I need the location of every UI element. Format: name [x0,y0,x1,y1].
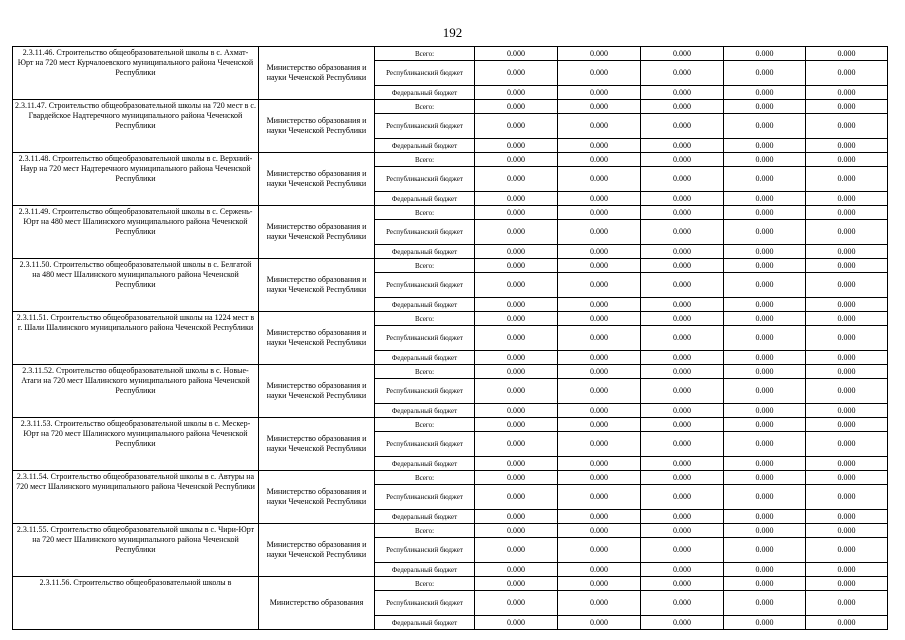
funding-source-label: Республиканский бюджет [375,538,475,563]
amount-cell: 0.000 [724,365,806,379]
amount-cell: 0.000 [724,485,806,510]
amount-cell: 0.000 [475,139,558,153]
project-description: 2.3.11.47. Строительство общеобразовательной школы на 720 мест в с. Гвардейское Надтеречного муниципального района Чеченской Республики [13,100,259,153]
project-description: 2.3.11.46. Строительство общеобразовательной школы в с. Ахмат-Юрт на 720 мест Курчалоевского муниципального района Чеченской Республики [13,47,259,100]
funding-source-label: Федеральный бюджет [375,245,475,259]
table-row [13,365,888,379]
amount-cell: 0.000 [475,538,558,563]
amount-cell: 0.000 [724,591,806,616]
amount-cell: 0.000 [806,591,888,616]
amount-cell: 0.000 [806,538,888,563]
amount-cell: 0.000 [475,326,558,351]
amount-cell: 0.000 [558,577,641,591]
amount-cell: 0.000 [641,206,724,220]
amount-cell: 0.000 [641,457,724,471]
amount-cell: 0.000 [806,326,888,351]
amount-cell: 0.000 [806,510,888,524]
amount-cell: 0.000 [724,312,806,326]
amount-cell: 0.000 [806,167,888,192]
amount-cell: 0.000 [558,312,641,326]
project-description: 2.3.11.53. Строительство общеобразовательной школы в с. Мескер-Юрт на 720 мест Шалинского муниципального района Чеченской Республики [13,418,259,471]
amount-cell: 0.000 [475,404,558,418]
amount-cell: 0.000 [641,577,724,591]
funding-source-label: Всего: [375,418,475,432]
amount-cell: 0.000 [724,273,806,298]
amount-cell: 0.000 [806,100,888,114]
amount-cell: 0.000 [724,471,806,485]
amount-cell: 0.000 [806,259,888,273]
amount-cell: 0.000 [806,47,888,61]
amount-cell: 0.000 [724,418,806,432]
amount-cell: 0.000 [724,167,806,192]
amount-cell: 0.000 [475,432,558,457]
amount-cell: 0.000 [558,563,641,577]
amount-cell: 0.000 [724,616,806,630]
amount-cell: 0.000 [641,485,724,510]
amount-cell: 0.000 [475,153,558,167]
amount-cell: 0.000 [558,457,641,471]
amount-cell: 0.000 [806,153,888,167]
amount-cell: 0.000 [724,61,806,86]
amount-cell: 0.000 [558,114,641,139]
amount-cell: 0.000 [475,524,558,538]
amount-cell: 0.000 [724,577,806,591]
table-row [13,312,888,326]
project-description: 2.3.11.51. Строительство общеобразовательной школы на 1224 мест в г. Шали Шалинского муниципального района Чеченской Республики [13,312,259,365]
table-row [13,47,888,61]
funding-source-label: Всего: [375,47,475,61]
amount-cell: 0.000 [475,220,558,245]
amount-cell: 0.000 [475,485,558,510]
amount-cell: 0.000 [724,538,806,563]
funding-source-label: Республиканский бюджет [375,379,475,404]
table-row [13,418,888,432]
amount-cell: 0.000 [641,192,724,206]
funding-source-label: Республиканский бюджет [375,61,475,86]
amount-cell: 0.000 [724,114,806,139]
amount-cell: 0.000 [724,86,806,100]
responsible-organization: Министерство образования и науки Чеченской Республики [259,153,375,206]
amount-cell: 0.000 [641,167,724,192]
amount-cell: 0.000 [641,312,724,326]
funding-source-label: Федеральный бюджет [375,192,475,206]
amount-cell: 0.000 [724,245,806,259]
amount-cell: 0.000 [558,167,641,192]
amount-cell: 0.000 [724,298,806,312]
funding-source-label: Федеральный бюджет [375,86,475,100]
budget-table [12,46,888,630]
page-number: 192 [442,25,463,40]
amount-cell: 0.000 [641,259,724,273]
budget-table-container [12,48,887,627]
project-description: 2.3.11.52. Строительство общеобразовательной школы в с. Новые-Атаги на 720 мест Шалинского муниципального района Чеченской Республики [13,365,259,418]
amount-cell: 0.000 [806,616,888,630]
funding-source-label: Федеральный бюджет [375,616,475,630]
amount-cell: 0.000 [806,351,888,365]
amount-cell: 0.000 [806,418,888,432]
funding-source-label: Федеральный бюджет [375,298,475,312]
funding-source-label: Республиканский бюджет [375,326,475,351]
project-description: 2.3.11.56. Строительство общеобразовательной школы в [13,577,259,630]
amount-cell: 0.000 [806,365,888,379]
amount-cell: 0.000 [475,206,558,220]
table-row [13,577,888,591]
funding-source-label: Федеральный бюджет [375,563,475,577]
amount-cell: 0.000 [806,206,888,220]
amount-cell: 0.000 [724,351,806,365]
amount-cell: 0.000 [558,404,641,418]
amount-cell: 0.000 [724,47,806,61]
amount-cell: 0.000 [475,167,558,192]
amount-cell: 0.000 [806,273,888,298]
project-description: 2.3.11.48. Строительство общеобразовательной школы в с. Верхний-Наур на 720 мест Надтеречного муниципального района Чеченской Республики [13,153,259,206]
amount-cell: 0.000 [641,524,724,538]
table-row [13,206,888,220]
amount-cell: 0.000 [806,379,888,404]
amount-cell: 0.000 [558,616,641,630]
amount-cell: 0.000 [475,457,558,471]
amount-cell: 0.000 [724,259,806,273]
amount-cell: 0.000 [558,259,641,273]
amount-cell: 0.000 [641,100,724,114]
amount-cell: 0.000 [641,563,724,577]
amount-cell: 0.000 [806,485,888,510]
funding-source-label: Федеральный бюджет [375,510,475,524]
amount-cell: 0.000 [558,418,641,432]
amount-cell: 0.000 [558,485,641,510]
amount-cell: 0.000 [475,510,558,524]
responsible-organization: Министерство образования и науки Чеченской Республики [259,365,375,418]
amount-cell: 0.000 [806,471,888,485]
amount-cell: 0.000 [641,326,724,351]
funding-source-label: Республиканский бюджет [375,591,475,616]
amount-cell: 0.000 [558,273,641,298]
amount-cell: 0.000 [641,139,724,153]
funding-source-label: Всего: [375,312,475,326]
amount-cell: 0.000 [641,471,724,485]
amount-cell: 0.000 [641,616,724,630]
amount-cell: 0.000 [558,326,641,351]
amount-cell: 0.000 [724,206,806,220]
amount-cell: 0.000 [558,524,641,538]
amount-cell: 0.000 [724,139,806,153]
funding-source-label: Всего: [375,100,475,114]
amount-cell: 0.000 [641,114,724,139]
amount-cell: 0.000 [475,100,558,114]
responsible-organization: Министерство образования и науки Чеченской Республики [259,524,375,577]
amount-cell: 0.000 [475,365,558,379]
amount-cell: 0.000 [558,206,641,220]
table-row [13,100,888,114]
funding-source-label: Республиканский бюджет [375,273,475,298]
amount-cell: 0.000 [558,192,641,206]
amount-cell: 0.000 [641,61,724,86]
amount-cell: 0.000 [724,192,806,206]
responsible-organization: Министерство образования и науки Чеченской Республики [259,259,375,312]
amount-cell: 0.000 [641,538,724,563]
funding-source-label: Федеральный бюджет [375,404,475,418]
project-description: 2.3.11.55. Строительство общеобразовательной школы в с. Чири-Юрт на 720 мест Шалинского муниципального района Чеченской Республики [13,524,259,577]
funding-source-label: Республиканский бюджет [375,220,475,245]
amount-cell: 0.000 [806,577,888,591]
responsible-organization: Министерство образования и науки Чеченской Республики [259,312,375,365]
funding-source-label: Республиканский бюджет [375,167,475,192]
amount-cell: 0.000 [806,139,888,153]
amount-cell: 0.000 [641,298,724,312]
responsible-organization: Министерство образования и науки Чеченской Республики [259,206,375,259]
amount-cell: 0.000 [475,114,558,139]
amount-cell: 0.000 [558,365,641,379]
project-description: 2.3.11.54. Строительство общеобразовательной школы в с. Автуры на 720 мест Шалинского муниципального района Чеченской Республики [13,471,259,524]
amount-cell: 0.000 [558,471,641,485]
funding-source-label: Всего: [375,365,475,379]
amount-cell: 0.000 [558,379,641,404]
amount-cell: 0.000 [724,326,806,351]
amount-cell: 0.000 [475,616,558,630]
amount-cell: 0.000 [641,418,724,432]
amount-cell: 0.000 [724,100,806,114]
amount-cell: 0.000 [806,114,888,139]
funding-source-label: Всего: [375,259,475,273]
amount-cell: 0.000 [806,61,888,86]
funding-source-label: Всего: [375,524,475,538]
amount-cell: 0.000 [806,192,888,206]
table-row [13,153,888,167]
funding-source-label: Всего: [375,206,475,220]
responsible-organization: Министерство образования и науки Чеченской Республики [259,100,375,153]
amount-cell: 0.000 [641,351,724,365]
amount-cell: 0.000 [475,563,558,577]
amount-cell: 0.000 [641,47,724,61]
amount-cell: 0.000 [558,245,641,259]
amount-cell: 0.000 [724,153,806,167]
amount-cell: 0.000 [558,86,641,100]
amount-cell: 0.000 [806,457,888,471]
amount-cell: 0.000 [558,47,641,61]
responsible-organization: Министерство образования и науки Чеченской Республики [259,418,375,471]
funding-source-label: Республиканский бюджет [375,485,475,510]
amount-cell: 0.000 [724,457,806,471]
amount-cell: 0.000 [641,86,724,100]
amount-cell: 0.000 [475,379,558,404]
amount-cell: 0.000 [641,273,724,298]
amount-cell: 0.000 [475,591,558,616]
amount-cell: 0.000 [475,273,558,298]
amount-cell: 0.000 [475,471,558,485]
responsible-organization: Министерство образования и науки Чеченской Республики [259,471,375,524]
amount-cell: 0.000 [641,510,724,524]
funding-source-label: Федеральный бюджет [375,457,475,471]
amount-cell: 0.000 [475,61,558,86]
amount-cell: 0.000 [724,220,806,245]
project-description: 2.3.11.50. Строительство общеобразовательной школы в с. Белгатой на 480 мест Шалинского муниципального района Чеченской Республики [13,259,259,312]
amount-cell: 0.000 [558,153,641,167]
amount-cell: 0.000 [806,563,888,577]
amount-cell: 0.000 [558,432,641,457]
amount-cell: 0.000 [724,432,806,457]
amount-cell: 0.000 [475,418,558,432]
amount-cell: 0.000 [475,245,558,259]
amount-cell: 0.000 [558,220,641,245]
amount-cell: 0.000 [724,404,806,418]
funding-source-label: Всего: [375,471,475,485]
amount-cell: 0.000 [641,379,724,404]
funding-source-label: Республиканский бюджет [375,432,475,457]
amount-cell: 0.000 [806,245,888,259]
amount-cell: 0.000 [724,510,806,524]
amount-cell: 0.000 [724,379,806,404]
amount-cell: 0.000 [475,298,558,312]
amount-cell: 0.000 [558,298,641,312]
amount-cell: 0.000 [558,61,641,86]
amount-cell: 0.000 [724,563,806,577]
amount-cell: 0.000 [806,432,888,457]
table-row [13,259,888,273]
funding-source-label: Федеральный бюджет [375,351,475,365]
amount-cell: 0.000 [641,591,724,616]
amount-cell: 0.000 [558,510,641,524]
amount-cell: 0.000 [475,86,558,100]
amount-cell: 0.000 [641,153,724,167]
amount-cell: 0.000 [475,259,558,273]
funding-source-label: Всего: [375,577,475,591]
responsible-organization: Министерство образования и науки Чеченской Республики [259,47,375,100]
amount-cell: 0.000 [641,432,724,457]
amount-cell: 0.000 [475,351,558,365]
amount-cell: 0.000 [558,538,641,563]
project-description: 2.3.11.49. Строительство общеобразовательной школы в с. Сержень-Юрт на 480 мест Шалинского муниципального района Чеченской Республики [13,206,259,259]
amount-cell: 0.000 [806,86,888,100]
funding-source-label: Федеральный бюджет [375,139,475,153]
funding-source-label: Всего: [375,153,475,167]
amount-cell: 0.000 [475,312,558,326]
table-row [13,524,888,538]
amount-cell: 0.000 [806,404,888,418]
amount-cell: 0.000 [641,245,724,259]
amount-cell: 0.000 [558,100,641,114]
amount-cell: 0.000 [475,192,558,206]
amount-cell: 0.000 [806,312,888,326]
amount-cell: 0.000 [475,577,558,591]
table-row [13,471,888,485]
amount-cell: 0.000 [724,524,806,538]
amount-cell: 0.000 [641,365,724,379]
amount-cell: 0.000 [641,220,724,245]
amount-cell: 0.000 [558,351,641,365]
amount-cell: 0.000 [475,47,558,61]
amount-cell: 0.000 [806,524,888,538]
responsible-organization: Министерство образования [259,577,375,630]
funding-source-label: Республиканский бюджет [375,114,475,139]
amount-cell: 0.000 [806,298,888,312]
amount-cell: 0.000 [558,139,641,153]
amount-cell: 0.000 [641,404,724,418]
amount-cell: 0.000 [806,220,888,245]
amount-cell: 0.000 [558,591,641,616]
